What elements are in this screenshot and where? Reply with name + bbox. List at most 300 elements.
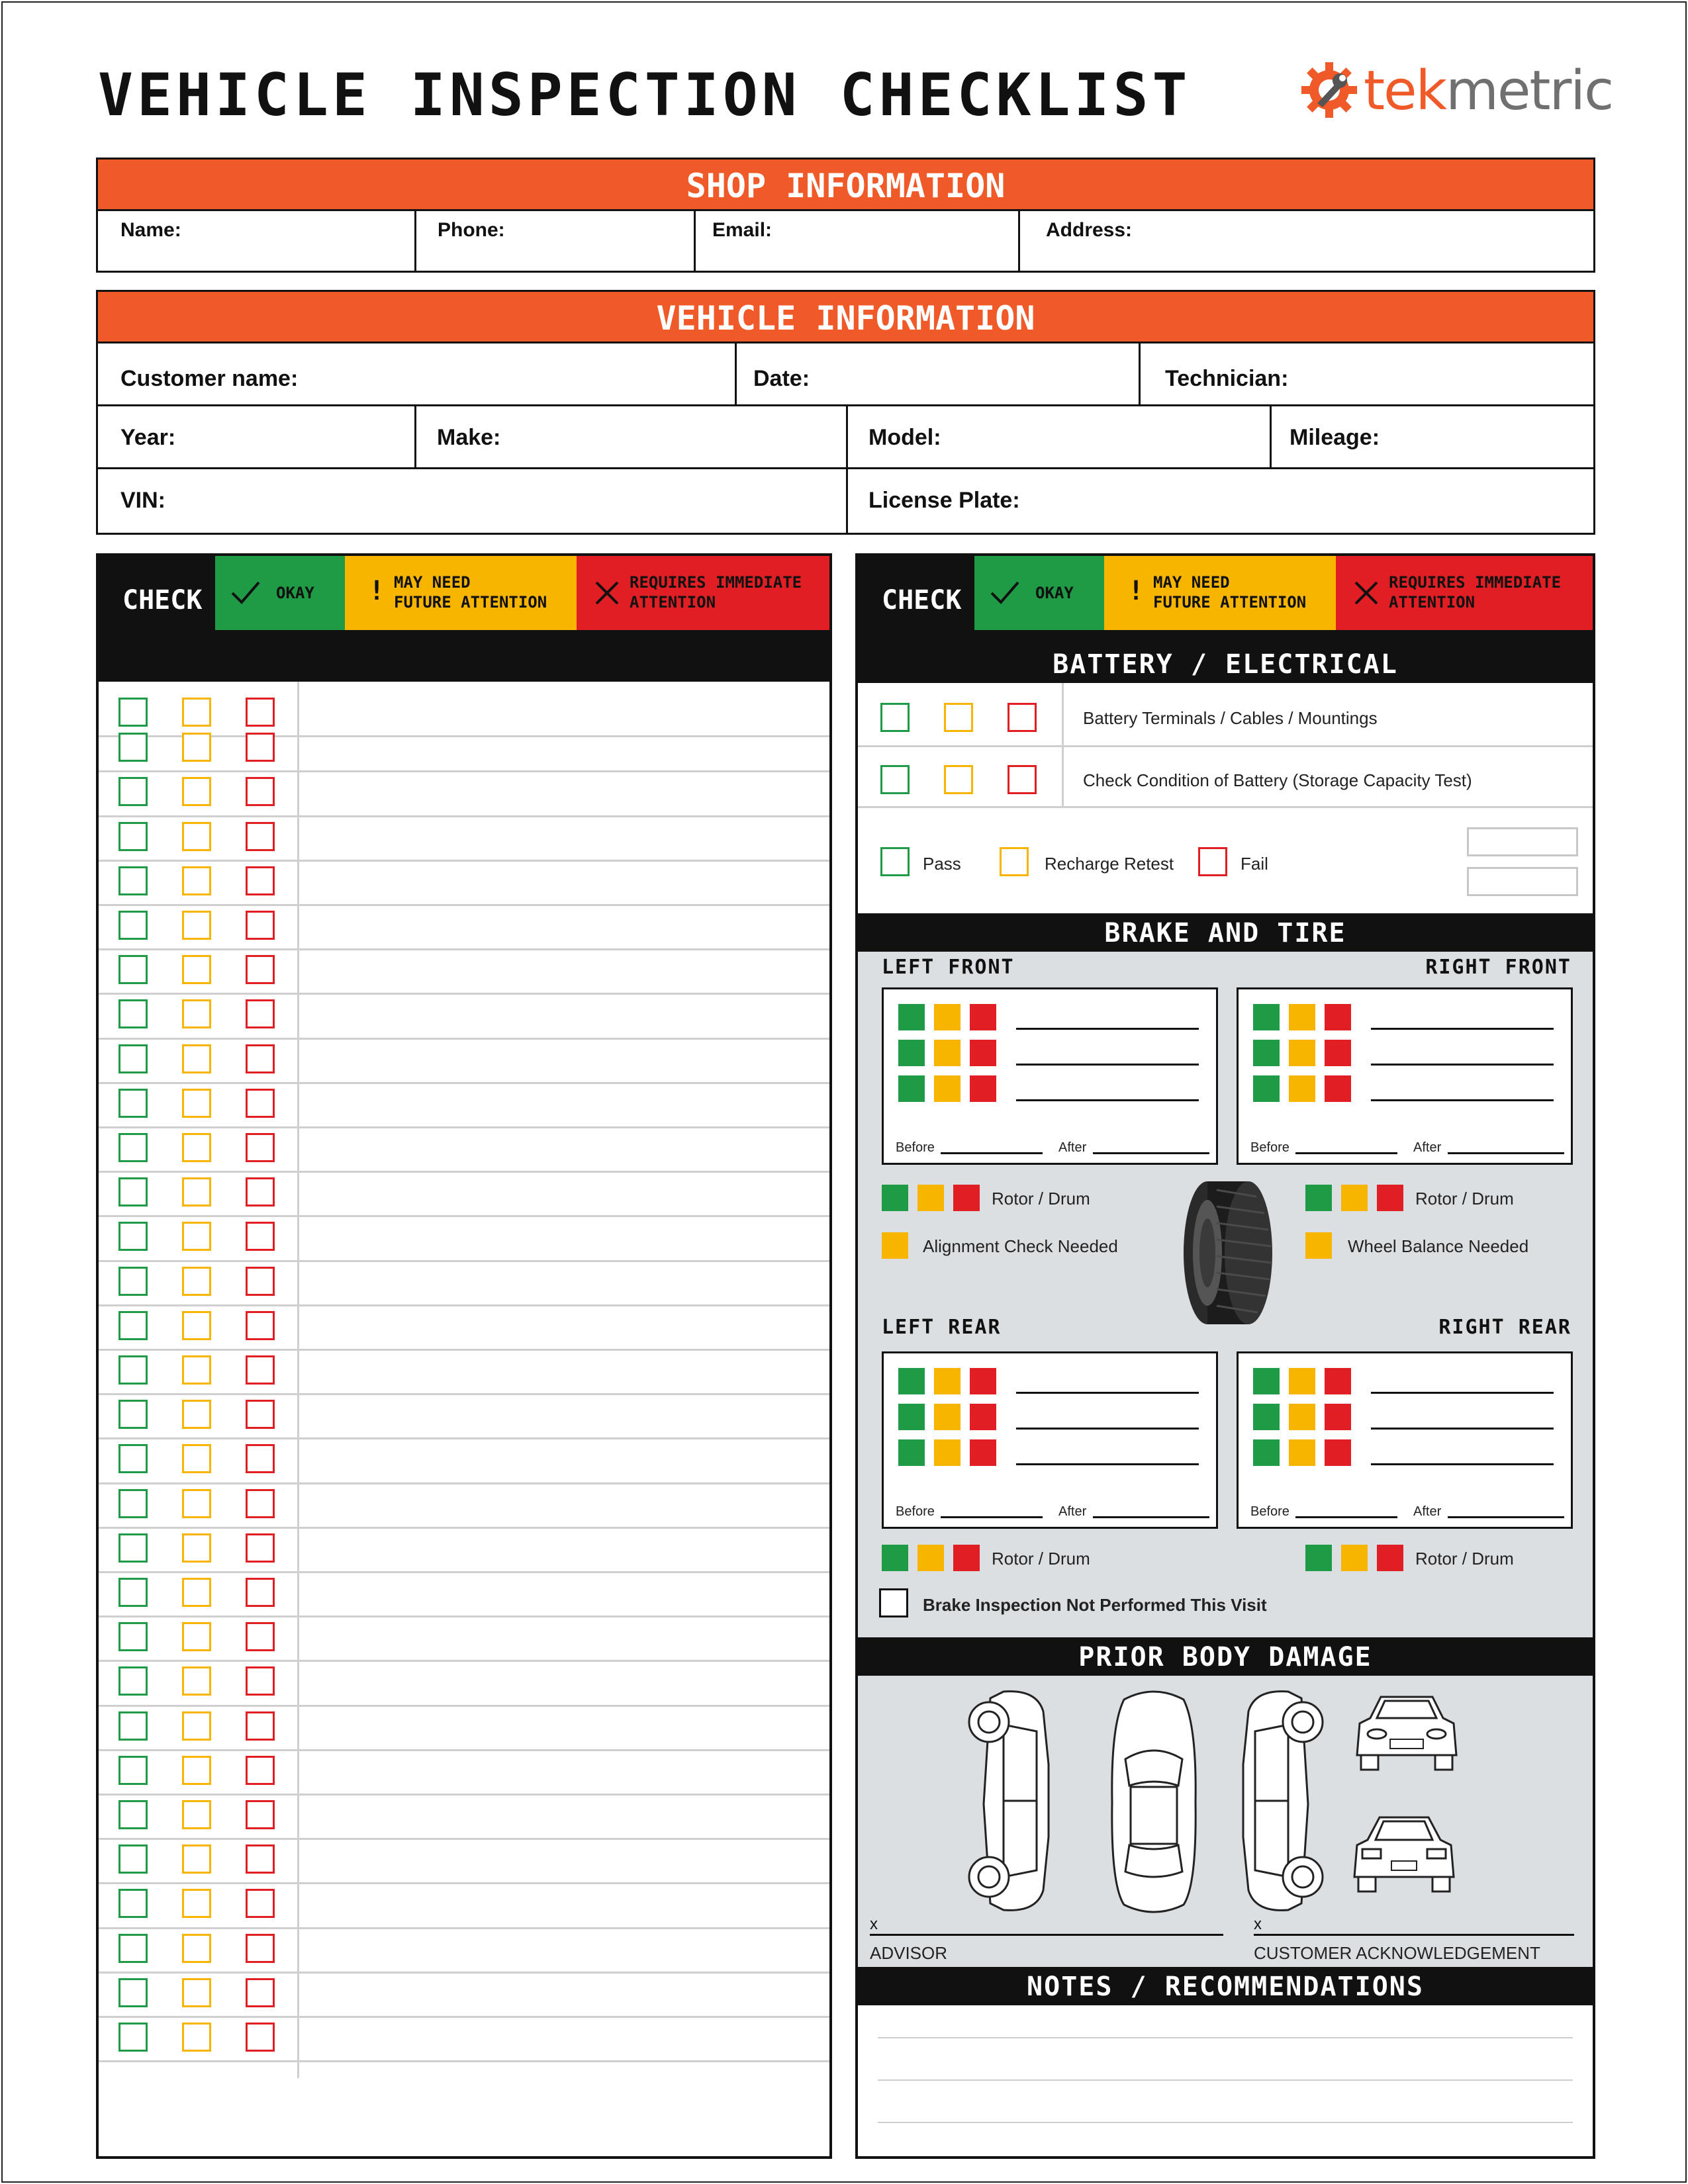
checklist-okay-checkbox[interactable] xyxy=(118,1578,148,1607)
checklist-okay-checkbox[interactable] xyxy=(118,955,148,984)
checklist-item-field[interactable] xyxy=(300,2016,829,2060)
rr-measure-3-future[interactable] xyxy=(1289,1439,1315,1466)
checklist-okay-checkbox[interactable] xyxy=(118,822,148,851)
checklist-immediate-checkbox[interactable] xyxy=(246,1355,275,1385)
battery-value-input-2[interactable] xyxy=(1467,867,1578,896)
rf-measure-1-immediate[interactable] xyxy=(1325,1004,1351,1030)
checklist-future-checkbox[interactable] xyxy=(182,1889,211,1918)
checklist-item-field[interactable] xyxy=(300,860,829,904)
checklist-immediate-checkbox[interactable] xyxy=(246,733,275,762)
checklist-item-field[interactable] xyxy=(300,1171,829,1215)
legend-immediate-line2-right: ATTENTION xyxy=(1389,593,1476,612)
checklist-okay-checkbox[interactable] xyxy=(118,1756,148,1785)
checklist-okay-checkbox[interactable] xyxy=(118,999,148,1028)
checklist-okay-checkbox[interactable] xyxy=(118,1711,148,1741)
exclamation-icon: ! xyxy=(369,576,385,606)
checklist-future-checkbox[interactable] xyxy=(182,1934,211,1963)
lf-measure-2-okay[interactable] xyxy=(898,1040,925,1066)
lr-measure-2-immediate[interactable] xyxy=(970,1404,996,1430)
checklist-row-divider xyxy=(99,2060,829,2062)
rr-measure-2-immediate[interactable] xyxy=(1325,1404,1351,1430)
lf-measure-2-future[interactable] xyxy=(934,1040,961,1066)
checklist-item-field[interactable] xyxy=(300,1882,829,1927)
checklist-future-checkbox[interactable] xyxy=(182,777,211,806)
rf-measure-line[interactable] xyxy=(1371,1064,1554,1066)
checklist-item-field[interactable] xyxy=(300,1038,829,1082)
shop-fields-row xyxy=(98,211,1593,271)
checklist-row xyxy=(99,1260,829,1304)
checklist-immediate-checkbox[interactable] xyxy=(246,1889,275,1918)
checklist-immediate-checkbox[interactable] xyxy=(246,999,275,1028)
checklist-row xyxy=(99,815,829,860)
rr-rotor-immediate[interactable] xyxy=(1377,1545,1403,1571)
rf-rotor-future[interactable] xyxy=(1341,1185,1368,1211)
lr-measure-3-future[interactable] xyxy=(934,1439,961,1466)
checklist-item-field[interactable] xyxy=(300,1972,829,2016)
checkmark-icon xyxy=(230,577,261,609)
brake-not-performed-checkbox[interactable] xyxy=(879,1588,908,1617)
lf-rotor-okay[interactable] xyxy=(882,1185,908,1211)
checklist-okay-checkbox[interactable] xyxy=(118,1400,148,1429)
checklist-item-field[interactable] xyxy=(300,1705,829,1749)
checklist-future-checkbox[interactable] xyxy=(182,1444,211,1473)
checklist-immediate-checkbox[interactable] xyxy=(246,1089,275,1118)
checklist-okay-checkbox[interactable] xyxy=(118,1355,148,1385)
shop-information-heading: SHOP INFORMATION xyxy=(98,159,1593,211)
checklist-okay-checkbox[interactable] xyxy=(118,777,148,806)
lf-rotor-future[interactable] xyxy=(917,1185,944,1211)
advisor-signature-line[interactable] xyxy=(870,1934,1223,1936)
checklist-future-checkbox[interactable] xyxy=(182,1400,211,1429)
left-rear-label: LEFT REAR xyxy=(882,1316,1002,1339)
notes-heading: NOTES / RECOMMENDATIONS xyxy=(858,1967,1593,2005)
checklist-future-checkbox[interactable] xyxy=(182,866,211,895)
rf-rotor-okay[interactable] xyxy=(1305,1185,1332,1211)
checklist-immediate-checkbox[interactable] xyxy=(246,1844,275,1874)
lf-measure-1-immediate[interactable] xyxy=(970,1004,996,1030)
left-rear-after-label: After xyxy=(1058,1504,1087,1519)
shop-phone-field[interactable]: Phone: xyxy=(438,219,505,241)
checklist-immediate-checkbox[interactable] xyxy=(246,1400,275,1429)
checklist-row xyxy=(99,1082,829,1126)
legend-immediate xyxy=(577,556,829,630)
car-front-view-diagram[interactable] xyxy=(1350,1692,1463,1778)
legend-okay xyxy=(215,556,345,630)
right-rear-before-label: Before xyxy=(1250,1504,1289,1519)
checklist-row xyxy=(99,1749,829,1794)
lf-measure-1-future[interactable] xyxy=(934,1004,961,1030)
checklist-okay-checkbox[interactable] xyxy=(118,698,148,727)
checklist-item-field[interactable] xyxy=(300,948,829,993)
checklist-item-field[interactable] xyxy=(300,1393,829,1437)
checklist-immediate-checkbox[interactable] xyxy=(246,1978,275,2007)
legend-future xyxy=(345,556,577,630)
wheel-balance-label: Wheel Balance Needed xyxy=(1348,1236,1529,1256)
rr-measure-3-okay[interactable] xyxy=(1253,1439,1280,1466)
model-field[interactable]: Model: xyxy=(868,425,941,450)
checklist-item-field[interactable] xyxy=(300,1527,829,1571)
right-rear-after-label: After xyxy=(1413,1504,1442,1519)
checklist-okay-checkbox[interactable] xyxy=(118,866,148,895)
checklist-row xyxy=(99,1660,829,1704)
checklist-immediate-checkbox[interactable] xyxy=(246,1711,275,1741)
date-field[interactable]: Date: xyxy=(753,366,810,391)
alignment-checkbox[interactable] xyxy=(882,1232,908,1259)
alignment-label: Alignment Check Needed xyxy=(923,1236,1118,1256)
checklist-item-field[interactable] xyxy=(300,993,829,1037)
checklist-future-checkbox[interactable] xyxy=(182,2023,211,2052)
checklist-row xyxy=(99,904,829,948)
checklist-item-field[interactable] xyxy=(300,815,829,860)
checklist-okay-checkbox[interactable] xyxy=(118,1267,148,1296)
left-front-label: LEFT FRONT xyxy=(882,956,1015,979)
rf-measure-1-future[interactable] xyxy=(1289,1004,1315,1030)
legend-okay-label: OKAY xyxy=(276,584,314,602)
x-icon xyxy=(1353,580,1380,606)
checklist-immediate-checkbox[interactable] xyxy=(246,1044,275,1073)
rf-measure-3-future[interactable] xyxy=(1289,1075,1315,1102)
lr-measure-2-okay[interactable] xyxy=(898,1404,925,1430)
legend-future-line2: FUTURE ATTENTION xyxy=(394,593,547,612)
car-top-view-diagram[interactable] xyxy=(1104,1686,1203,1918)
notes-area[interactable] xyxy=(858,2005,1593,2156)
checklist-future-checkbox[interactable] xyxy=(182,1622,211,1651)
checklist-immediate-checkbox[interactable] xyxy=(246,777,275,806)
checklist-okay-checkbox[interactable] xyxy=(118,1934,148,1963)
checklist-future-checkbox[interactable] xyxy=(182,1756,211,1785)
checklist-item-field[interactable] xyxy=(300,1749,829,1794)
lf-measure-3-immediate[interactable] xyxy=(970,1075,996,1102)
checklist-future-checkbox[interactable] xyxy=(182,1355,211,1385)
checklist-row xyxy=(99,770,829,815)
checklist-item-field[interactable] xyxy=(300,1615,829,1660)
legend-okay-right xyxy=(974,556,1104,630)
checklist-item-field[interactable] xyxy=(300,1082,829,1126)
customer-name-field[interactable]: Customer name: xyxy=(120,366,299,391)
checklist-immediate-checkbox[interactable] xyxy=(246,1222,275,1251)
checklist-item-field[interactable] xyxy=(300,1571,829,1615)
rr-measure-2-okay[interactable] xyxy=(1253,1404,1280,1430)
checklist-okay-checkbox[interactable] xyxy=(118,1311,148,1340)
page-title: VEHICLE INSPECTION CHECKLIST xyxy=(98,61,1192,129)
checklist-immediate-checkbox[interactable] xyxy=(246,1756,275,1785)
brake-tire-heading: BRAKE AND TIRE xyxy=(858,913,1593,952)
checklist-future-checkbox[interactable] xyxy=(182,822,211,851)
checklist-immediate-checkbox[interactable] xyxy=(246,1666,275,1696)
lr-measure-line[interactable] xyxy=(1016,1428,1199,1430)
checklist-future-checkbox[interactable] xyxy=(182,1844,211,1874)
checklist-immediate-checkbox[interactable] xyxy=(246,1133,275,1162)
checklist-immediate-checkbox[interactable] xyxy=(246,1578,275,1607)
make-field[interactable]: Make: xyxy=(437,425,501,450)
checklist-immediate-checkbox[interactable] xyxy=(246,1800,275,1829)
check-label-right: CHECK xyxy=(882,585,962,615)
checklist-row xyxy=(99,1482,829,1527)
rr-rotor-okay[interactable] xyxy=(1305,1545,1332,1571)
checklist-item-field[interactable] xyxy=(300,682,829,726)
rr-measure-line[interactable] xyxy=(1371,1428,1554,1430)
rr-measure-1-immediate[interactable] xyxy=(1325,1368,1351,1394)
checklist-row xyxy=(99,1571,829,1615)
checklist-immediate-checkbox[interactable] xyxy=(246,1267,275,1296)
left-front-box xyxy=(882,987,1218,1165)
checklist-okay-checkbox[interactable] xyxy=(118,1800,148,1829)
checklist-item-field[interactable] xyxy=(300,1260,829,1304)
brake-not-performed-label: Brake Inspection Not Performed This Visit xyxy=(923,1595,1267,1615)
logo-text-metric: metric xyxy=(1446,60,1613,122)
shop-email-field[interactable]: Email: xyxy=(712,219,773,241)
battery-recharge-label: Recharge Retest xyxy=(1045,854,1174,874)
battery-condition-future[interactable] xyxy=(944,765,973,794)
checklist-future-checkbox[interactable] xyxy=(182,698,211,727)
checklist-future-checkbox[interactable] xyxy=(182,1222,211,1251)
mileage-field[interactable]: Mileage: xyxy=(1289,425,1380,450)
rf-measure-3-okay[interactable] xyxy=(1253,1075,1280,1102)
vin-field[interactable]: VIN: xyxy=(120,488,165,513)
checklist-item-field[interactable] xyxy=(300,1660,829,1704)
year-field[interactable]: Year: xyxy=(120,425,176,450)
checklist-okay-checkbox[interactable] xyxy=(118,1222,148,1251)
battery-terminals-immediate[interactable] xyxy=(1008,703,1037,732)
rf-measure-1-okay[interactable] xyxy=(1253,1004,1280,1030)
rr-measure-3-immediate[interactable] xyxy=(1325,1439,1351,1466)
legend-future-line2-right: FUTURE ATTENTION xyxy=(1153,593,1307,612)
shop-address-field[interactable]: Address: xyxy=(1046,219,1133,241)
battery-condition-immediate[interactable] xyxy=(1008,765,1037,794)
lr-measure-1-okay[interactable] xyxy=(898,1368,925,1394)
left-front-before-label: Before xyxy=(896,1140,935,1155)
x-icon xyxy=(594,580,620,606)
checklist-future-checkbox[interactable] xyxy=(182,1578,211,1607)
checklist-item-field[interactable] xyxy=(300,1838,829,1882)
rr-measure-1-future[interactable] xyxy=(1289,1368,1315,1394)
checklist-immediate-checkbox[interactable] xyxy=(246,822,275,851)
checklist-row xyxy=(99,1838,829,1882)
checklist-future-checkbox[interactable] xyxy=(182,1666,211,1696)
legend-immediate-right xyxy=(1336,556,1593,630)
checklist-item-field[interactable] xyxy=(300,1349,829,1393)
checklist-okay-checkbox[interactable] xyxy=(118,1889,148,1918)
checklist-okay-checkbox[interactable] xyxy=(118,1444,148,1473)
shop-name-field[interactable]: Name: xyxy=(120,219,181,241)
checklist-okay-checkbox[interactable] xyxy=(118,1089,148,1118)
checklist-future-checkbox[interactable] xyxy=(182,1800,211,1829)
vehicle-information-section xyxy=(96,290,1595,535)
checklist-immediate-checkbox[interactable] xyxy=(246,1311,275,1340)
checklist-okay-checkbox[interactable] xyxy=(118,733,148,762)
right-rear-box xyxy=(1237,1351,1573,1529)
lr-measure-line[interactable] xyxy=(1016,1392,1199,1394)
tire-icon xyxy=(1178,1177,1278,1329)
checklist-item-field[interactable] xyxy=(300,1215,829,1259)
rr-rotor-future[interactable] xyxy=(1341,1545,1368,1571)
rf-measure-line[interactable] xyxy=(1371,1099,1554,1101)
brake-tire-section xyxy=(858,952,1593,1637)
rr-measure-line[interactable] xyxy=(1371,1463,1554,1465)
right-front-after-label: After xyxy=(1413,1140,1442,1155)
checklist-immediate-checkbox[interactable] xyxy=(246,1489,275,1518)
checklist-immediate-checkbox[interactable] xyxy=(246,698,275,727)
lr-measure-3-immediate[interactable] xyxy=(970,1439,996,1466)
checklist-immediate-checkbox[interactable] xyxy=(246,1622,275,1651)
detail-inspection-panel xyxy=(855,553,1595,2159)
vehicle-information-heading: VEHICLE INFORMATION xyxy=(98,292,1593,343)
rf-measure-2-future[interactable] xyxy=(1289,1040,1315,1066)
battery-recharge-checkbox[interactable] xyxy=(1000,847,1029,876)
checklist-item-field[interactable] xyxy=(300,1927,829,1972)
car-rear-view-diagram[interactable] xyxy=(1348,1811,1460,1901)
legend-future-line1: MAY NEED xyxy=(394,573,471,592)
checklist-immediate-checkbox[interactable] xyxy=(246,1934,275,1963)
checklist-okay-checkbox[interactable] xyxy=(118,1844,148,1874)
customer-acknowledgement-label: CUSTOMER ACKNOWLEDGEMENT xyxy=(1254,1943,1540,1963)
checklist-future-checkbox[interactable] xyxy=(182,1089,211,1118)
lf-measure-line[interactable] xyxy=(1016,1028,1199,1030)
checklist-okay-checkbox[interactable] xyxy=(118,1177,148,1206)
lr-measure-1-future[interactable] xyxy=(934,1368,961,1394)
checklist-okay-checkbox[interactable] xyxy=(118,1489,148,1518)
checklist-future-checkbox[interactable] xyxy=(182,1044,211,1073)
rf-rotor-immediate[interactable] xyxy=(1377,1185,1403,1211)
tekmetric-logo xyxy=(1297,57,1613,123)
vehicle-row-1 xyxy=(98,343,1593,404)
right-front-label: RIGHT FRONT xyxy=(1425,956,1571,979)
checklist-immediate-checkbox[interactable] xyxy=(246,1444,275,1473)
checklist-future-checkbox[interactable] xyxy=(182,999,211,1028)
rr-measure-2-future[interactable] xyxy=(1289,1404,1315,1430)
customer-signature-line[interactable] xyxy=(1254,1934,1574,1936)
legend-bar-right xyxy=(858,556,1593,645)
lr-rotor-future[interactable] xyxy=(917,1545,944,1571)
checklist-row xyxy=(99,1393,829,1437)
battery-terminals-label: Battery Terminals / Cables / Mountings xyxy=(1083,708,1378,728)
checklist-item-field[interactable] xyxy=(300,1482,829,1527)
checklist-future-checkbox[interactable] xyxy=(182,911,211,940)
checklist-immediate-checkbox[interactable] xyxy=(246,1177,275,1206)
battery-terminals-okay[interactable] xyxy=(880,703,910,732)
lr-measure-3-okay[interactable] xyxy=(898,1439,925,1466)
checklist-row xyxy=(99,1304,829,1349)
battery-condition-okay[interactable] xyxy=(880,765,910,794)
checklist-row xyxy=(99,948,829,993)
checklist-item-field[interactable] xyxy=(300,770,829,815)
battery-fail-checkbox[interactable] xyxy=(1198,847,1227,876)
checklist-okay-checkbox[interactable] xyxy=(118,1044,148,1073)
checklist-future-checkbox[interactable] xyxy=(182,1133,211,1162)
legend-bar xyxy=(99,556,829,682)
checklist-future-checkbox[interactable] xyxy=(182,1311,211,1340)
license-plate-field[interactable]: License Plate: xyxy=(868,488,1020,513)
checklist-okay-checkbox[interactable] xyxy=(118,1622,148,1651)
rf-measure-2-immediate[interactable] xyxy=(1325,1040,1351,1066)
lr-measure-2-future[interactable] xyxy=(934,1404,961,1430)
battery-pass-label: Pass xyxy=(923,854,961,874)
technician-field[interactable]: Technician: xyxy=(1165,366,1289,391)
checklist-future-checkbox[interactable] xyxy=(182,1711,211,1741)
checklist-future-checkbox[interactable] xyxy=(182,1177,211,1206)
lr-measure-1-immediate[interactable] xyxy=(970,1368,996,1394)
body-damage-heading: PRIOR BODY DAMAGE xyxy=(858,1637,1593,1676)
exclamation-icon: ! xyxy=(1128,576,1145,606)
checklist-item-field[interactable] xyxy=(300,1126,829,1171)
shop-information-section xyxy=(96,158,1595,273)
car-left-side-diagram[interactable] xyxy=(964,1685,1076,1917)
lf-measure-line[interactable] xyxy=(1016,1064,1199,1066)
checklist-okay-checkbox[interactable] xyxy=(118,1133,148,1162)
checklist-future-checkbox[interactable] xyxy=(182,1489,211,1518)
checklist-immediate-checkbox[interactable] xyxy=(246,1533,275,1563)
rr-measure-line[interactable] xyxy=(1371,1392,1554,1394)
checklist-row xyxy=(99,2016,829,2060)
battery-value-input-1[interactable] xyxy=(1467,827,1578,856)
checklist-future-checkbox[interactable] xyxy=(182,1978,211,2007)
checklist-item-field[interactable] xyxy=(300,726,829,770)
battery-condition-label: Check Condition of Battery (Storage Capacity Test) xyxy=(1083,770,1472,790)
checklist-column-divider xyxy=(297,682,299,2078)
lf-measure-2-immediate[interactable] xyxy=(970,1040,996,1066)
checklist-okay-checkbox[interactable] xyxy=(118,1533,148,1563)
lr-rotor-okay[interactable] xyxy=(882,1545,908,1571)
checklist-future-checkbox[interactable] xyxy=(182,1533,211,1563)
rf-measure-3-immediate[interactable] xyxy=(1325,1075,1351,1102)
checklist-okay-checkbox[interactable] xyxy=(118,1978,148,2007)
rf-measure-2-okay[interactable] xyxy=(1253,1040,1280,1066)
rr-measure-1-okay[interactable] xyxy=(1253,1368,1280,1394)
battery-terminals-future[interactable] xyxy=(944,703,973,732)
checklist-rows xyxy=(99,682,829,2156)
checklist-immediate-checkbox[interactable] xyxy=(246,2023,275,2052)
checklist-item-field[interactable] xyxy=(300,1794,829,1838)
lr-rotor-label: Rotor / Drum xyxy=(992,1549,1090,1569)
checklist-okay-checkbox[interactable] xyxy=(118,911,148,940)
car-right-side-diagram[interactable] xyxy=(1215,1685,1328,1917)
checklist-item-field[interactable] xyxy=(300,904,829,948)
checklist-row xyxy=(99,1705,829,1749)
rf-measure-line[interactable] xyxy=(1371,1028,1554,1030)
lr-rotor-immediate[interactable] xyxy=(953,1545,980,1571)
lf-measure-line[interactable] xyxy=(1016,1099,1199,1101)
checklist-immediate-checkbox[interactable] xyxy=(246,866,275,895)
gear-wrench-icon xyxy=(1297,57,1361,120)
rf-rotor-label: Rotor / Drum xyxy=(1415,1189,1514,1208)
checklist-item-field[interactable] xyxy=(300,1304,829,1349)
checklist-row xyxy=(99,1527,829,1571)
checklist-immediate-checkbox[interactable] xyxy=(246,955,275,984)
battery-heading: BATTERY / ELECTRICAL xyxy=(858,645,1593,683)
checklist-okay-checkbox[interactable] xyxy=(118,1666,148,1696)
wheel-balance-checkbox[interactable] xyxy=(1305,1232,1332,1259)
checklist-future-checkbox[interactable] xyxy=(182,955,211,984)
checklist-immediate-checkbox[interactable] xyxy=(246,911,275,940)
checklist-okay-checkbox[interactable] xyxy=(118,2023,148,2052)
checkmark-icon xyxy=(989,577,1021,609)
checklist-item-field[interactable] xyxy=(300,1437,829,1482)
battery-pass-checkbox[interactable] xyxy=(880,847,910,876)
legend-immediate-line1: REQUIRES IMMEDIATE xyxy=(630,573,802,592)
checklist-future-checkbox[interactable] xyxy=(182,733,211,762)
lf-measure-3-okay[interactable] xyxy=(898,1075,925,1102)
lf-rotor-immediate[interactable] xyxy=(953,1185,980,1211)
advisor-x-mark: x xyxy=(870,1915,878,1933)
check-label: CHECK xyxy=(122,585,203,615)
lf-measure-1-okay[interactable] xyxy=(898,1004,925,1030)
legend-immediate-line2: ATTENTION xyxy=(630,593,716,612)
checklist-future-checkbox[interactable] xyxy=(182,1267,211,1296)
checklist-row xyxy=(99,1882,829,1927)
lf-rotor-label: Rotor / Drum xyxy=(992,1189,1090,1208)
lf-measure-3-future[interactable] xyxy=(934,1075,961,1102)
lr-measure-line[interactable] xyxy=(1016,1463,1199,1465)
